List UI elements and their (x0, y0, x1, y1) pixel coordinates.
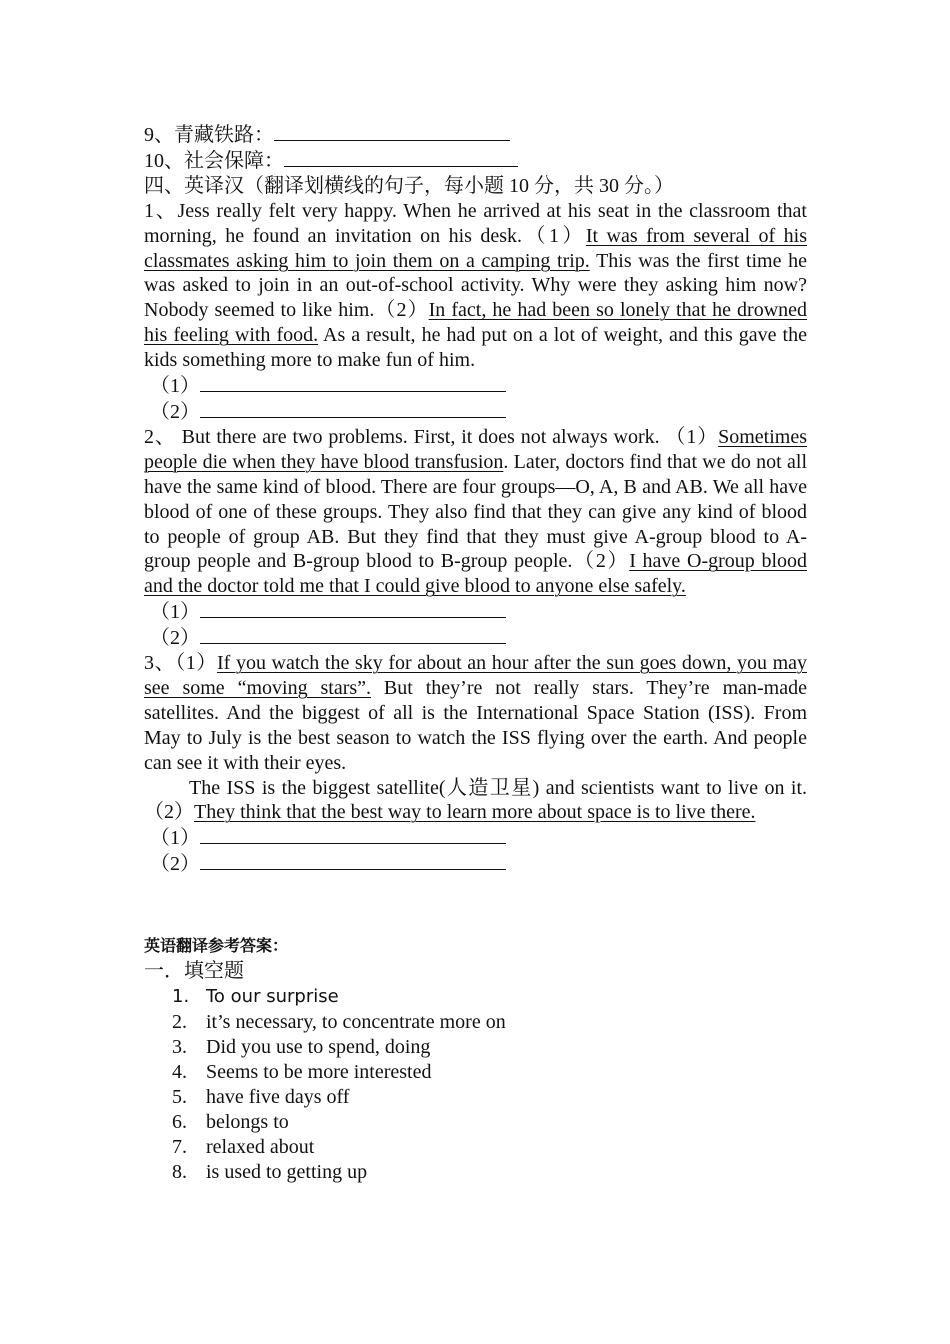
item-text: belongs to (206, 1110, 289, 1133)
item-number: 6. (172, 1110, 187, 1133)
passage-3-intro: 3、（1） (144, 652, 218, 675)
underlined-sentence-2: I have O-group blood and the doctor told me that I could give blood to anyone else safely. (144, 550, 808, 598)
answer-marker: （2） (150, 627, 200, 650)
answer-blank (200, 851, 506, 870)
item-text: Seems to be more interested (206, 1060, 432, 1083)
sentence-marker: （1） (665, 425, 719, 448)
answer-marker: （1） (150, 601, 200, 624)
sentence-marker: （2） (374, 299, 429, 322)
answer-marker: （2） (150, 400, 200, 423)
list-item (144, 1035, 807, 1060)
answer-marker: （1） (150, 375, 200, 398)
passage-3 (144, 651, 807, 776)
section-4-title: 四、英译汉（翻译划横线的句子，每小题 10 分，共 30 分。） (144, 174, 674, 197)
question-10 (144, 148, 807, 174)
underlined-sentence-1: If you watch the sky for about an hour after the sun goes down, you may see some “moving stars”. (144, 652, 808, 699)
underlined-sentence-1: Sometimes people die when they have blood transfusion (144, 425, 807, 473)
question-9 (144, 122, 807, 148)
answer-blank (200, 599, 506, 618)
answer-blank (274, 122, 510, 141)
item-number: 8. (172, 1160, 187, 1183)
document-page (144, 122, 807, 1184)
list-item (144, 1110, 807, 1135)
answer-blank (200, 825, 506, 844)
answer-blank (200, 625, 506, 644)
item-text: relaxed about (206, 1135, 315, 1158)
item-number: 1. (172, 986, 190, 1008)
answer-line-2 (144, 399, 807, 425)
answer-blank (200, 399, 506, 418)
sentence-marker: （2） (572, 550, 630, 573)
item-text: it’s necessary, to concentrate more on (206, 1011, 506, 1034)
item-text: Did you use to spend, doing (206, 1036, 431, 1058)
list-item (144, 1135, 807, 1160)
list-item (144, 984, 807, 1010)
answer-marker: （1） (150, 827, 200, 850)
answer-marker: （2） (150, 853, 200, 876)
item-number: 3. (172, 1036, 187, 1058)
answer-blank (284, 148, 518, 167)
sentence-marker: （2） (144, 801, 194, 824)
sentence-marker: （1） (522, 224, 586, 247)
item-text: is used to getting up (206, 1160, 368, 1183)
answer-line-1 (144, 599, 807, 625)
question-10-label: 10、社会保障： (144, 149, 284, 172)
answer-line-1 (144, 373, 807, 399)
answer-line-2 (144, 625, 807, 651)
item-number: 2. (172, 1011, 187, 1034)
passage-1 (144, 199, 807, 373)
answer-line-2 (144, 851, 807, 877)
item-number: 5. (172, 1085, 187, 1108)
underlined-sentence-2: In fact, he had been so lonely that he drowned his feeling with food. (144, 299, 808, 347)
item-number: 4. (172, 1060, 187, 1083)
question-9-label: 9、青藏铁路： (144, 124, 274, 146)
item-number: 7. (172, 1135, 187, 1158)
underlined-sentence-1: It was from several of his classmates asking him to join them on a camping trip. (144, 224, 807, 272)
underlined-sentence-2: They think that the best way to learn more about space is to live there. (194, 801, 756, 824)
passage-1-intro: 1、Jess really felt very happy. When he arrived at his seat in the classroom that morning, he found an invitation on his desk. (144, 199, 807, 247)
passage-2-middle: . Later, doctors find that we do not all have the same kind of blood. There are four groups—O, A, B and AB. We all have blood of one of these groups. They also find that they can give any kind of blood to people of group AB. But they find that they must give A-group blood to A-group people and B-group blood to B-group people. (144, 450, 807, 573)
list-item (144, 1010, 807, 1035)
passage-1-end: As a result, he had put on a lot of weight, and this gave the kids something more to make fun of him. (144, 324, 807, 372)
item-text: To our surprise (206, 986, 339, 1008)
passage-3-middle: But they’re not really stars. They’re man-made satellites. And the biggest of all is the International Space Station (ISS). From May to July is the best season to watch the ISS flying over the earth. And people can see it with their eyes. (144, 676, 807, 774)
list-item (144, 1160, 807, 1185)
passage-2-intro: 2、 But there are two problems. First, it does not always work. (144, 425, 666, 448)
answer-blank (200, 373, 506, 392)
answers-section-1-title: 一．填空题 (144, 960, 244, 983)
passage-1-middle: This was the first time he was asked to join in an out-of-school activity. Why were they asking him now? Nobody seemed to like him. (144, 249, 808, 322)
passage-2 (144, 425, 807, 599)
passage-3-para2-text: The ISS is the biggest satellite(人造卫星) and scientists want to live on it. (189, 776, 807, 799)
list-item (144, 1085, 807, 1110)
answers-heading: 英语翻译参考答案： (144, 936, 289, 956)
answer-line-1 (144, 825, 807, 851)
list-item (144, 1060, 807, 1085)
passage-3-paragraph-2 (144, 776, 807, 826)
answers-list (144, 984, 807, 1184)
item-text: have five days off (206, 1085, 350, 1108)
